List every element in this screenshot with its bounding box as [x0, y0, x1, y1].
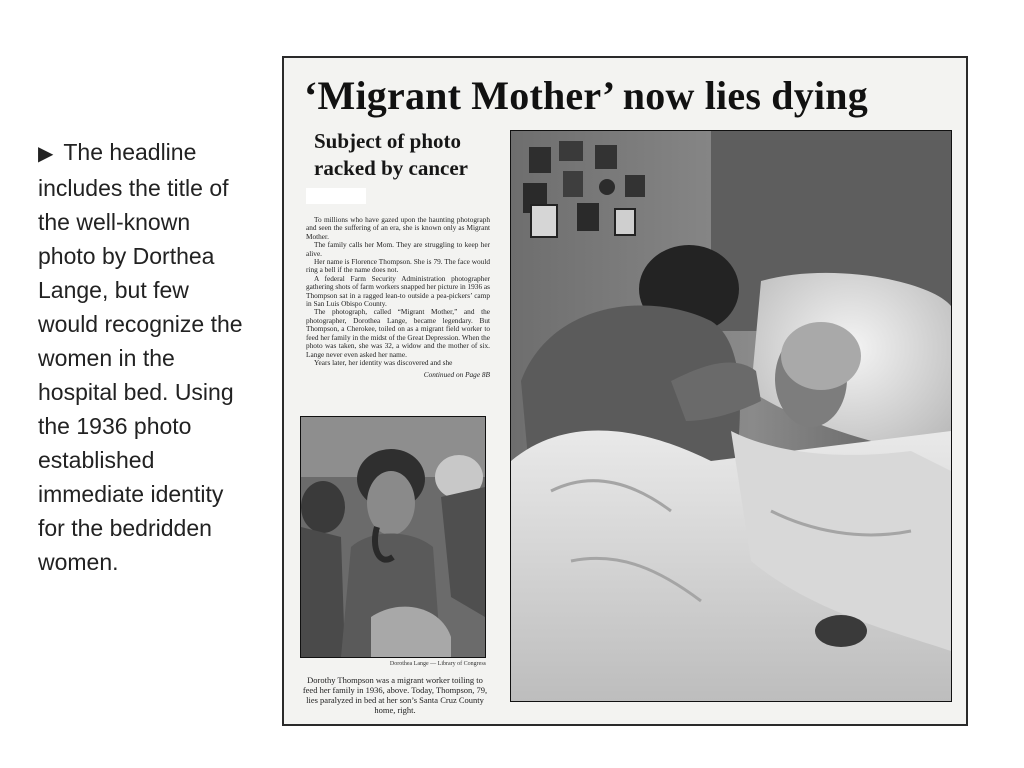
hospital-bed-photo-image — [511, 131, 951, 701]
bullet-arrow-icon: ▶ — [38, 143, 54, 165]
photo-credit: Dorothea Lange — Library of Congress — [389, 661, 486, 667]
article-paragraph: Her name is Florence Thompson. She is 79. The face would ring a bell if the name does not. — [306, 257, 490, 275]
photo-caption: Dorothy Thompson was a migrant worker toiling to feed her family in 1936, above. Today, Thompson, 79, lies paralyzed in bed at her son’s Santa Cruz County home, right. — [302, 675, 488, 715]
caption-text: The headline includes the title of the well-known photo by Dorthea Lange, but few would recognize the women in the hospital bed. Using the 1936 photo established immediate identity for the bedridden women. — [38, 139, 243, 575]
continued-line: Continued on Page 8B — [423, 370, 490, 380]
newspaper-clipping — [282, 56, 968, 726]
article-paragraph: To millions who have gazed upon the haunting photograph and seen the suffering of an era, she is known only as Migrant Mother. — [306, 215, 490, 241]
article-paragraph: The family calls her Mom. They are struggling to keep her alive. — [306, 240, 490, 258]
article-paragraph: A federal Farm Security Administration photographer gathering shots of farm workers snapped her picture in 1936 as Thompson sat in a ragged lean-to outside a pea-pickers’ camp in San Luis Obispo County. — [306, 273, 490, 309]
byline-redaction — [306, 188, 366, 204]
clipping-subhead: Subject of photo racked by cancer — [314, 129, 468, 180]
article-body — [306, 216, 490, 380]
article-paragraph: Years later, her identity was discovered and she — [314, 357, 453, 367]
migrant-mother-photo-image — [301, 417, 485, 657]
slide-caption — [38, 135, 243, 579]
clipping-headline: ‘Migrant Mother’ now lies dying — [304, 73, 868, 118]
article-paragraph: The photograph, called “Migrant Mother,” and the photographer, Dorothea Lange, became legendary. But Thompson, a Cherokee, toiled on as a migrant field worker to feed her family in the midst of the Great Depression. When the photo was taken, she was 32, a widow and the mother of six. Lange never even asked her name. — [306, 307, 490, 359]
migrant-mother-1936-photo — [300, 416, 486, 658]
hospital-bed-photo — [510, 130, 952, 702]
